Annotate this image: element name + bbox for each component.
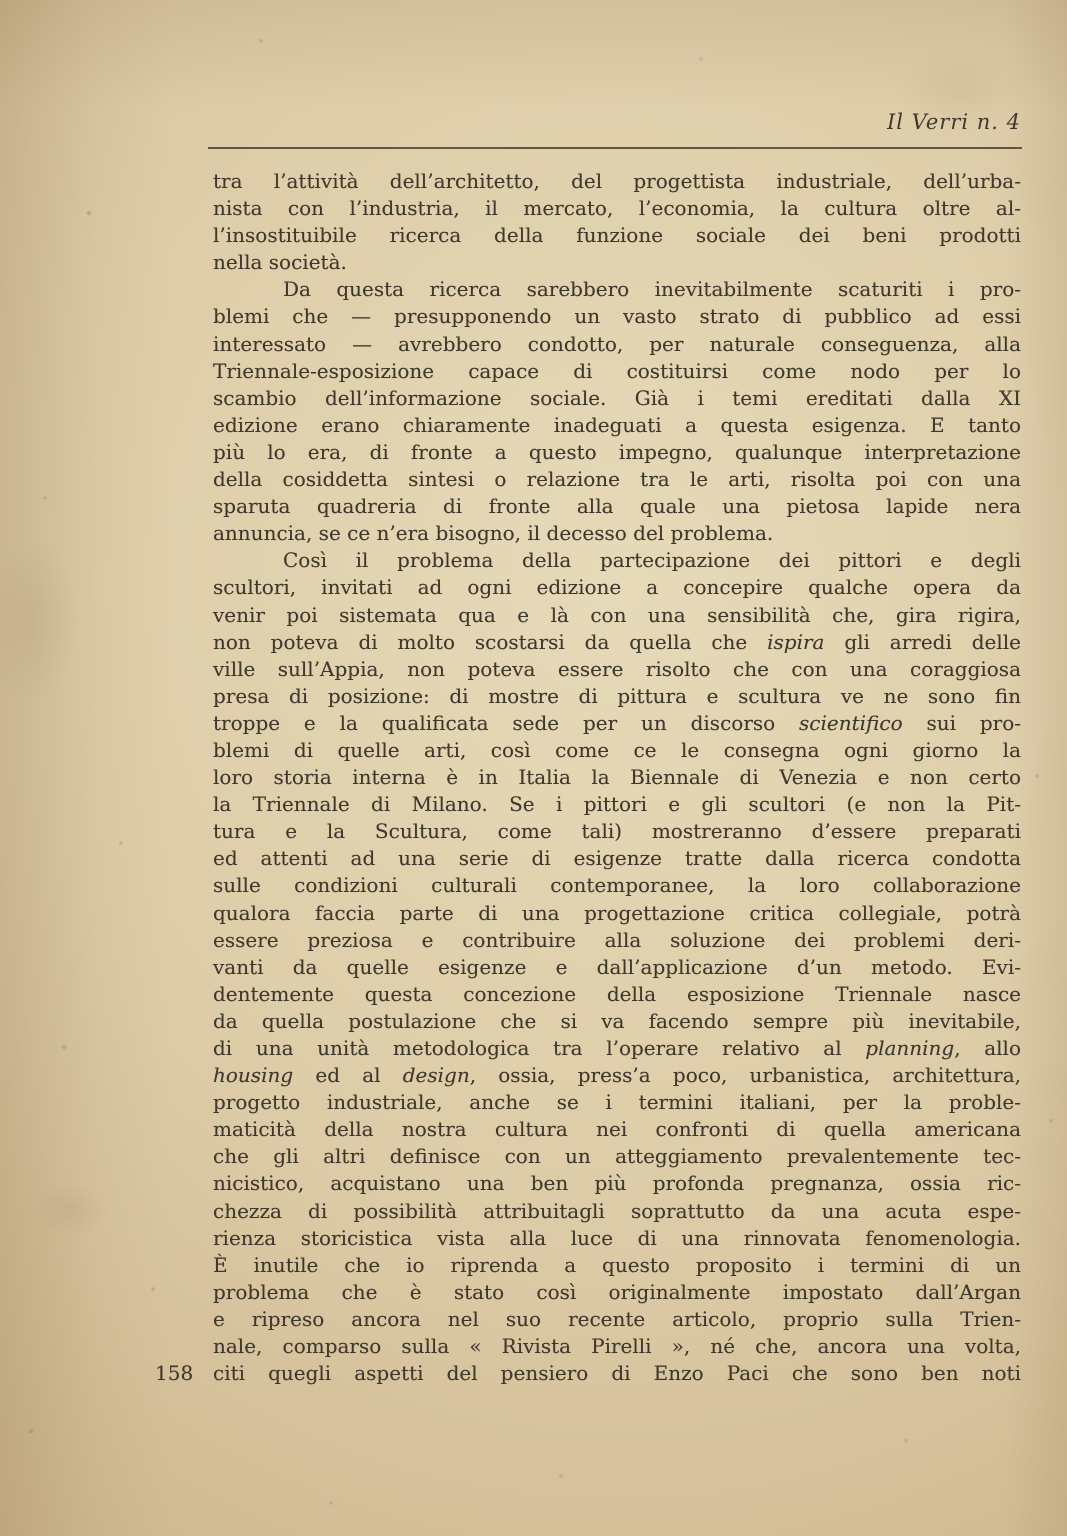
text-line: [213, 710, 1021, 737]
text-line: [213, 249, 1021, 276]
text-segment: che gli altri definisce con un atteggiamento prevalentemente tec-: [213, 1144, 1021, 1169]
text-line: [213, 737, 1021, 764]
paper-speckles: [0, 0, 2, 2]
text-segment: Triennale-esposizione capace di costituirsi come nodo per lo: [213, 358, 1021, 383]
text-line: [213, 1170, 1021, 1197]
text-segment: ed al: [293, 1063, 403, 1088]
text-line: [213, 818, 1021, 845]
text-line: [213, 1252, 1021, 1279]
text-line: [213, 845, 1021, 872]
text-line: [213, 1360, 1021, 1387]
text-segment: citi quegli aspetti del pensiero di Enzo Paci che sono ben noti: [213, 1361, 1021, 1386]
text-line: [213, 168, 1021, 195]
text-line: [213, 412, 1021, 439]
text-segment: ville sull’Appia, non poteva essere risolto che con una coraggiosa: [213, 656, 1021, 681]
text-line: [213, 683, 1021, 710]
text-line: [213, 331, 1021, 358]
text-line: [213, 358, 1021, 385]
text-segment: scambio dell’informazione sociale. Già i temi ereditati dalla XI: [213, 385, 1021, 410]
text-line: [213, 1306, 1021, 1333]
text-line: [213, 1225, 1021, 1252]
text-segment: ed attenti ad una serie di esigenze tratte dalla ricerca condotta: [213, 846, 1021, 871]
page-number: 158: [155, 1361, 194, 1385]
header-rule: [208, 147, 1022, 149]
text-segment: Così il problema della partecipazione dei pittori e degli: [283, 548, 1021, 573]
body-text: [213, 168, 1021, 1387]
text-segment: presa di posizione: di mostre di pittura e scultura ve ne sono fin: [213, 683, 1021, 708]
text-line: [213, 520, 1021, 547]
italic-text: housing: [213, 1063, 294, 1088]
text-line: [213, 493, 1021, 520]
text-line: [213, 629, 1021, 656]
text-segment: nale, comparso sulla « Rivista Pirelli », né che, ancora una volta,: [213, 1334, 1021, 1359]
text-segment: essere preziosa e contribuire alla soluzione dei problemi deri-: [213, 927, 1021, 952]
text-segment: venir poi sistemata qua e là con una sensibilità che, gira rigira,: [213, 602, 1021, 627]
text-segment: gli arredi delle: [824, 629, 1021, 654]
text-line: [213, 1198, 1021, 1225]
text-line: [213, 927, 1021, 954]
text-segment: dentemente questa concezione della esposizione Triennale nasce: [213, 981, 1021, 1006]
text-segment: non poteva di molto scostarsi da quella che: [213, 629, 768, 654]
text-segment: nista con l’industria, il mercato, l’economia, la cultura oltre al-: [213, 196, 1021, 221]
text-line: [213, 574, 1021, 601]
text-segment: troppe e la qualificata sede per un discorso: [213, 710, 800, 735]
text-line: [213, 385, 1021, 412]
text-line: [213, 791, 1021, 818]
text-line: [213, 276, 1021, 303]
text-line: [213, 1333, 1021, 1360]
text-segment: edizione erano chiaramente inadeguati a questa esigenza. E tanto: [213, 412, 1021, 437]
text-line: [213, 222, 1021, 249]
text-segment: maticità della nostra cultura nei confronti di quella americana: [213, 1117, 1021, 1142]
text-segment: della cosiddetta sintesi o relazione tra le arti, risolta poi con una: [213, 467, 1021, 492]
text-segment: loro storia interna è in Italia la Biennale di Venezia e non certo: [213, 765, 1021, 790]
text-line: [213, 1008, 1021, 1035]
text-segment: e ripreso ancora nel suo recente articolo, proprio sulla Trien-: [213, 1306, 1021, 1331]
text-segment: vanti da quelle esigenze e dall’applicazione d’un metodo. Evi-: [213, 954, 1021, 979]
text-segment: da quella postulazione che si va facendo sempre più inevitabile,: [213, 1008, 1021, 1033]
italic-text: design: [402, 1063, 470, 1088]
running-header: Il Verri n. 4: [886, 110, 1021, 134]
text-line: [213, 1116, 1021, 1143]
text-segment: sui pro-: [902, 710, 1021, 735]
text-segment: di una unità metodologica tra l’operare relativo al: [213, 1036, 866, 1060]
text-line: [213, 1062, 1021, 1089]
italic-text: scientifico: [799, 710, 903, 735]
text-line: [213, 602, 1021, 629]
text-segment: tra l’attività dell’architetto, del progettista industriale, dell’urba-: [213, 169, 1021, 193]
text-line: [213, 466, 1021, 493]
text-segment: È inutile che io riprenda a questo proposito i termini di un: [213, 1252, 1021, 1277]
text-segment: la Triennale di Milano. Se i pittori e gli scultori (e non la Pit-: [213, 792, 1021, 817]
text-segment: , allo: [954, 1036, 1021, 1060]
text-line: [213, 1035, 1021, 1062]
text-segment: annuncia, se ce n’era bisogno, il decesso del problema.: [213, 521, 774, 546]
text-segment: scultori, invitati ad ogni edizione a concepire qualche opera da: [213, 575, 1021, 600]
text-line: [213, 439, 1021, 466]
text-line: [213, 1089, 1021, 1116]
text-line: [213, 195, 1021, 222]
text-segment: Da questa ricerca sarebbero inevitabilmente scaturiti i pro-: [283, 277, 1021, 302]
text-segment: rienza storicistica vista alla luce di una rinnovata fenomenologia.: [213, 1225, 1021, 1250]
text-segment: più lo era, di fronte a questo impegno, qualunque interpretazione: [213, 439, 1021, 464]
text-line: [213, 303, 1021, 330]
text-line: [213, 764, 1021, 791]
text-segment: l’insostituibile ricerca della funzione sociale dei beni prodotti: [213, 223, 1021, 248]
text-line: [213, 1279, 1021, 1306]
text-line: [213, 547, 1021, 574]
text-segment: qualora faccia parte di una progettazione critica collegiale, potrà: [213, 900, 1021, 925]
text-segment: , ossia, press’a poco, urbanistica, architettura,: [469, 1063, 1022, 1088]
text-line: [213, 954, 1021, 981]
italic-text: ispira: [767, 629, 825, 654]
text-segment: nicistico, acquistano una ben più profonda pregnanza, ossia ric-: [213, 1171, 1021, 1196]
text-line: [213, 872, 1021, 899]
text-segment: blemi di quelle arti, così come ce le consegna ogni giorno la: [213, 737, 1021, 762]
text-segment: sparuta quadreria di fronte alla quale una pietosa lapide nera: [213, 494, 1021, 519]
text-line: [213, 981, 1021, 1008]
italic-text: planning: [865, 1036, 955, 1060]
text-segment: tura e la Scultura, come tali) mostreranno d’essere preparati: [213, 819, 1021, 844]
text-segment: problema che è stato così originalmente impostato dall’Argan: [213, 1279, 1021, 1304]
text-segment: blemi che — presupponendo un vasto strato di pubblico ad essi: [213, 304, 1021, 329]
text-line: [213, 1143, 1021, 1170]
text-segment: progetto industriale, anche se i termini italiani, per la proble-: [213, 1090, 1021, 1115]
text-segment: sulle condizioni culturali contemporanee, la loro collaborazione: [213, 873, 1021, 898]
text-line: [213, 656, 1021, 683]
text-segment: interessato — avrebbero condotto, per naturale conseguenza, alla: [213, 331, 1021, 356]
text-segment: chezza di possibilità attribuitagli soprattutto da una acuta espe-: [213, 1198, 1021, 1223]
text-line: [213, 900, 1021, 927]
text-segment: nella società.: [213, 250, 347, 275]
